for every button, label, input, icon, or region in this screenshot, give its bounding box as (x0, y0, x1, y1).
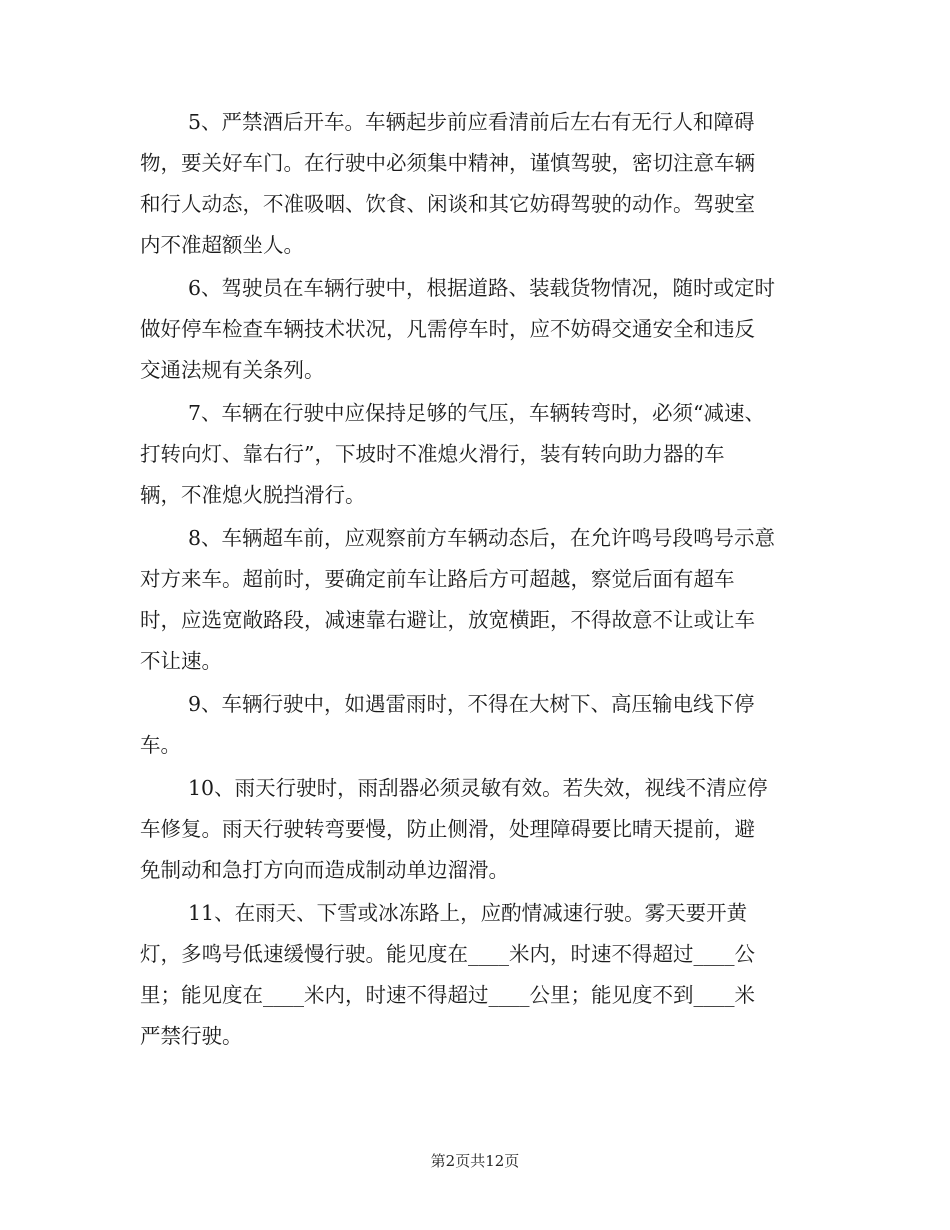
paragraph-line: 灯，多鸣号低速缓慢行驶。能见度在____米内，时速不得超过____公 (140, 942, 755, 966)
paragraph-line: 车修复。雨天行驶转弯要慢，防止侧滑，处理障碍要比晴天提前，避 (140, 817, 755, 841)
paragraph (140, 268, 808, 391)
paragraph (140, 102, 808, 266)
paragraph-line: 5、严禁酒后开车。车辆起步前应看清前后左右有无行人和障碍 (188, 110, 755, 134)
paragraph-line: 7、车辆在行驶中应保持足够的气压，车辆转弯时，必须“减速、 (188, 401, 766, 425)
paragraph-line: 内不准超额坐人。 (140, 233, 304, 257)
document-body (140, 102, 808, 1059)
paragraph (140, 393, 808, 516)
paragraph-line: 对方来车。超前时，要确定前车让路后方可超越，察觉后面有超车 (140, 567, 735, 591)
paragraph-line: 交通法规有关条列。 (140, 358, 325, 382)
paragraph-line: 严禁行驶。 (140, 1024, 243, 1048)
paragraph-line: 6、驾驶员在车辆行驶中，根据道路、装载货物情况，随时或定时 (188, 276, 776, 300)
paragraph-line: 打转向灯、靠右行”，下坡时不准熄火滑行，装有转向助力器的车 (140, 442, 725, 466)
paragraph-line: 不让速。 (140, 649, 222, 673)
paragraph-line: 免制动和急打方向而造成制动单边溜滑。 (140, 858, 509, 882)
paragraph-line: 10、雨天行驶时，雨刮器必须灵敏有效。若失效，视线不清应停 (188, 776, 768, 800)
paragraph (140, 768, 808, 891)
paragraph-line: 里；能见度在____米内，时速不得超过____公里；能见度不到____米 (140, 983, 755, 1007)
paragraph (140, 684, 808, 766)
paragraph-line: 做好停车检查车辆技术状况，凡需停车时，应不妨碍交通安全和违反 (140, 317, 755, 341)
paragraph (140, 893, 808, 1057)
paragraph (140, 518, 808, 682)
paragraph-line: 11、在雨天、下雪或冰冻路上，应酌情减速行驶。雾天要开黄 (188, 901, 748, 925)
paragraph-line: 物，要关好车门。在行驶中必须集中精神，谨慎驾驶，密切注意车辆 (140, 151, 755, 175)
paragraph-line: 9、车辆行驶中，如遇雷雨时，不得在大树下、高压输电线下停 (188, 692, 755, 716)
page-footer: 第2页共12页 (430, 1152, 520, 1170)
paragraph-line: 辆，不准熄火脱挡滑行。 (140, 483, 366, 507)
paragraph-line: 时，应选宽敞路段，减速靠右避让，放宽横距，不得故意不让或让车 (140, 608, 755, 632)
paragraph-line: 8、车辆超车前，应观察前方车辆动态后，在允许鸣号段鸣号示意 (188, 526, 776, 550)
paragraph-line: 和行人动态，不准吸咽、饮食、闲谈和其它妨碍驾驶的动作。驾驶室 (140, 192, 755, 216)
paragraph-line: 车。 (140, 733, 181, 757)
